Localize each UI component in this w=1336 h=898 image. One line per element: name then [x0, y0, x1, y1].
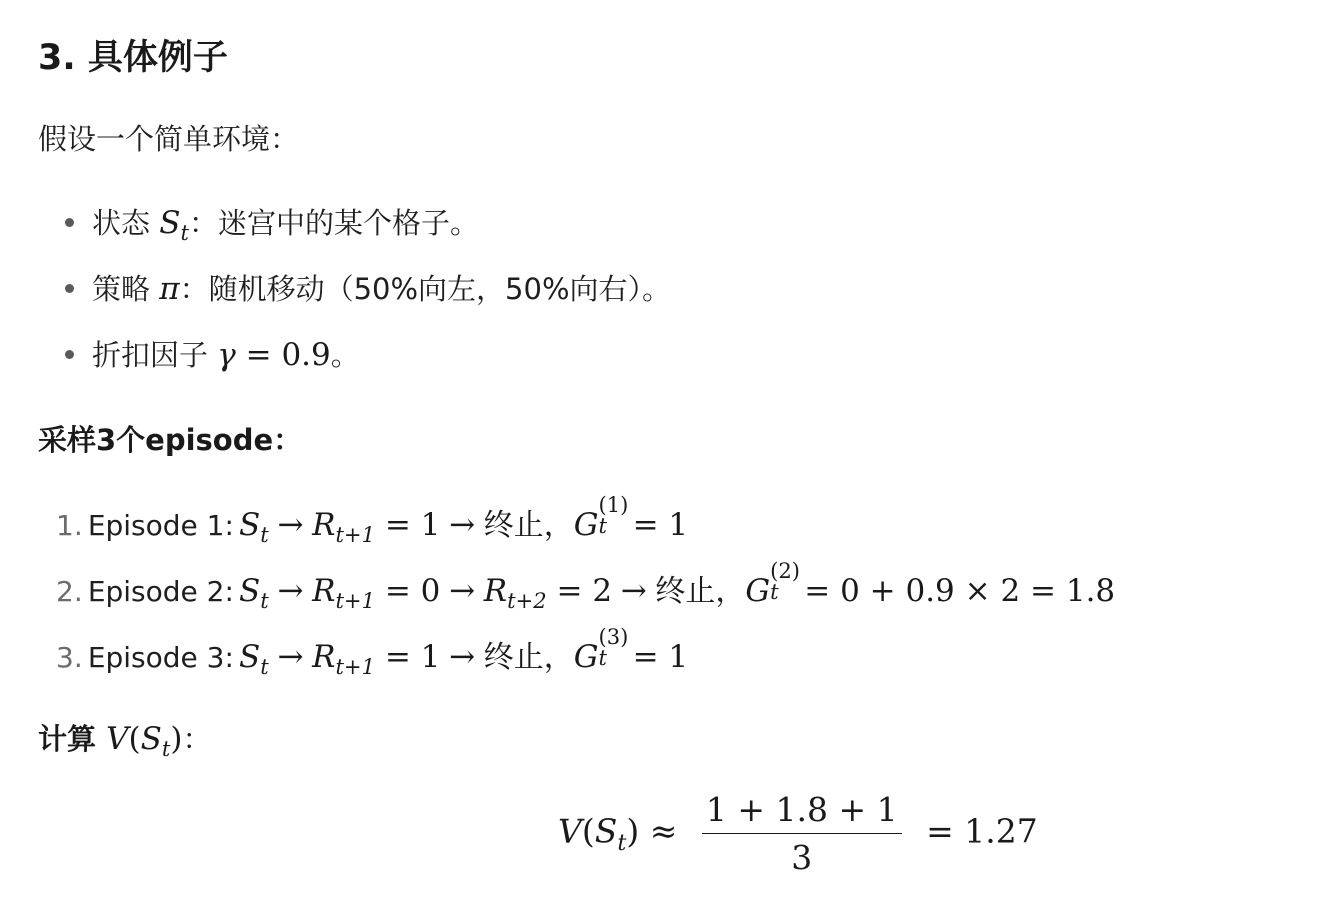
fraction-denominator: 3: [791, 838, 813, 877]
list-number: 2.: [56, 575, 83, 608]
bullet-suffix: 。: [330, 338, 360, 372]
episode-math: [239, 624, 689, 680]
return-result: = 1: [632, 507, 689, 543]
gamma-value: = 0.9: [245, 337, 331, 373]
reward-value: = 1: [384, 507, 441, 543]
math-var: G: [573, 639, 599, 675]
sample-heading: 采样3个episode：: [38, 423, 303, 457]
arrow-symbol: →: [277, 507, 304, 543]
math-sub: t+2: [507, 588, 547, 614]
return-result: = 0 + 0.9 × 2 = 1.8: [804, 573, 1116, 609]
math-var: S: [159, 205, 181, 241]
episode-item: [56, 558, 1116, 614]
return-result: = 1: [632, 639, 689, 675]
math-var: R: [312, 507, 336, 543]
bullet-suffix: ：迷宫中的某个格子。: [188, 206, 479, 240]
return-sub: t: [770, 579, 779, 605]
math-sub: t+1: [335, 654, 375, 680]
episode-math: [239, 558, 1116, 614]
discount-math: [217, 337, 331, 373]
section-heading: 3. 具体例子: [38, 38, 228, 78]
math-var: V: [106, 721, 129, 757]
list-number: 1.: [56, 509, 83, 542]
math-sub: t: [161, 736, 171, 762]
bullet-policy: [92, 267, 671, 308]
bullet-marker: [65, 218, 74, 227]
paren-open: (: [581, 811, 595, 851]
bullet-prefix: 折扣因子: [92, 338, 218, 372]
math-var: R: [312, 639, 336, 675]
return-sup: (3): [598, 624, 629, 650]
approx-symbol: ≈: [649, 811, 678, 851]
paren-close: ): [170, 721, 183, 757]
math-sub: t: [180, 220, 189, 246]
return-sup: (1): [598, 492, 629, 518]
math-var: S: [239, 573, 261, 609]
math-var: V: [558, 811, 582, 851]
return-sub: t: [598, 513, 607, 539]
episode-item: [56, 492, 689, 548]
fraction-numerator: 1 + 1.8 + 1: [702, 790, 902, 834]
bullet-marker: [65, 350, 74, 359]
return-index: [598, 624, 633, 671]
formula-result: = 1.27: [926, 811, 1038, 851]
bullet-prefix: 策略: [92, 272, 160, 306]
terminal-label: 终止，: [483, 508, 574, 543]
reward-value: = 2: [556, 573, 613, 609]
arrow-symbol: →: [449, 573, 476, 609]
arrow-symbol: →: [620, 573, 647, 609]
return-sup: (2): [770, 558, 800, 584]
math-var: G: [745, 573, 771, 609]
gamma-symbol: γ: [217, 337, 236, 373]
math-var: G: [573, 507, 599, 543]
return-sub: t: [598, 645, 607, 671]
episode-label: Episode 3:: [87, 641, 234, 674]
fraction: [702, 790, 902, 877]
arrow-symbol: →: [277, 639, 304, 675]
compute-label: 计算: [38, 722, 97, 756]
return-index: [770, 558, 804, 605]
bullet-discount: [92, 333, 360, 374]
math-sub: t: [260, 588, 269, 614]
reward-value: = 1: [384, 639, 441, 675]
paren-close: ): [626, 811, 640, 851]
math-sub: t+1: [335, 588, 375, 614]
episode-item: [56, 624, 689, 680]
list-number: 3.: [56, 641, 83, 674]
math-var: S: [594, 811, 618, 851]
compute-suffix: ：: [182, 722, 212, 756]
math-sub: t: [617, 830, 627, 857]
compute-heading: [38, 717, 212, 762]
math-var: S: [140, 721, 162, 757]
state-math: [159, 205, 189, 246]
compute-math: [106, 721, 183, 762]
terminal-label: 终止，: [655, 574, 746, 609]
arrow-symbol: →: [449, 507, 476, 543]
math-var: R: [483, 573, 508, 609]
episode-math: [239, 492, 689, 548]
math-var: S: [239, 639, 261, 675]
bullet-marker: [65, 284, 74, 293]
arrow-symbol: →: [277, 573, 304, 609]
bullet-prefix: 状态: [92, 206, 160, 240]
paren-open: (: [128, 721, 141, 757]
reward-value: = 0: [384, 573, 441, 609]
terminal-label: 终止，: [483, 640, 574, 675]
bullet-suffix: ：随机移动（50%向左，50%向右）。: [179, 272, 672, 306]
value-formula: [558, 790, 1038, 877]
math-sub: t: [260, 654, 269, 680]
math-sub: t+1: [335, 522, 375, 548]
math-sub: t: [260, 522, 269, 548]
arrow-symbol: →: [449, 639, 476, 675]
policy-symbol: π: [159, 271, 180, 307]
math-var: R: [312, 573, 336, 609]
return-index: [598, 492, 633, 539]
intro-paragraph: 假设一个简单环境：: [38, 122, 300, 156]
bullet-state: [92, 201, 479, 246]
math-var: S: [239, 507, 261, 543]
episode-label: Episode 2:: [87, 575, 234, 608]
episode-label: Episode 1:: [87, 509, 234, 542]
